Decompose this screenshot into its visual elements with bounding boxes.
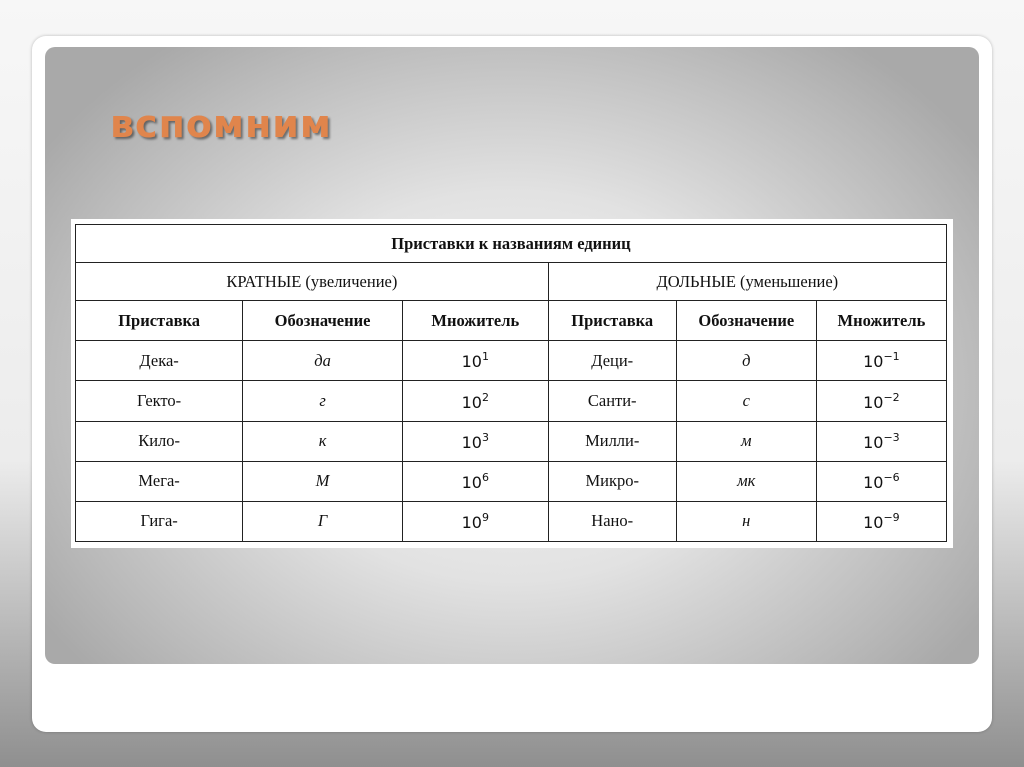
sub-prefix-cell: Милли- (548, 421, 676, 461)
multiplier-base: 10 (461, 432, 482, 452)
table-caption: Приставки к названиям единиц (76, 225, 947, 263)
sub-prefix-cell: Деци- (548, 341, 676, 381)
table-caption-row (76, 225, 947, 263)
sub-symbol-cell: н (676, 501, 816, 541)
multiplier-cell (402, 381, 548, 421)
sub-prefix-cell: Микро- (548, 461, 676, 501)
sub-multiplier-cell (816, 341, 946, 381)
prefix-table (75, 224, 947, 542)
multiplier-exponent: 1 (481, 350, 489, 364)
prefix-cell: Гекто- (76, 381, 243, 421)
prefix-cell: Гига- (76, 501, 243, 541)
multiplier-base: 10 (461, 352, 482, 372)
multiplier-base: 10 (461, 472, 482, 492)
multiplier-base: 10 (863, 352, 884, 372)
column-header-multiplier: Множитель (402, 301, 548, 341)
prefix-cell: Кило- (76, 421, 243, 461)
symbol-cell: М (243, 461, 403, 501)
table-row (76, 501, 947, 541)
prefix-cell: Мега- (76, 461, 243, 501)
sub-prefix-cell: Санти- (548, 381, 676, 421)
multiplier-exponent: 6 (481, 470, 489, 484)
multiplier-cell (402, 461, 548, 501)
multiplier-cell (402, 341, 548, 381)
multiplier-cell (402, 501, 548, 541)
table-row (76, 381, 947, 421)
multiplier-exponent: −2 (883, 390, 900, 404)
multiplier-exponent: 2 (481, 390, 489, 404)
column-header-row (76, 301, 947, 341)
sub-prefix-cell: Нано- (548, 501, 676, 541)
multiplier-base: 10 (863, 432, 884, 452)
sub-multiplier-cell (816, 501, 946, 541)
table-row (76, 461, 947, 501)
prefix-cell: Дека- (76, 341, 243, 381)
sub-multiplier-cell (816, 421, 946, 461)
multiplier-base: 10 (863, 472, 884, 492)
symbol-cell: г (243, 381, 403, 421)
table-group-row (76, 263, 947, 301)
multiples-header: КРАТНЫЕ (увеличение) (76, 263, 549, 301)
table-container (71, 219, 953, 548)
sub-symbol-cell: д (676, 341, 816, 381)
column-header-prefix: Приставка (76, 301, 243, 341)
multiplier-base: 10 (863, 392, 884, 412)
multiplier-cell (402, 421, 548, 461)
submultiples-header: ДОЛЬНЫЕ (уменьшение) (548, 263, 946, 301)
sub-multiplier-cell (816, 381, 946, 421)
multiplier-base: 10 (461, 512, 482, 532)
sub-multiplier-cell (816, 461, 946, 501)
column-header-sub-symbol: Обозначение (676, 301, 816, 341)
multiplier-exponent: −1 (883, 350, 900, 364)
multiplier-exponent: −3 (883, 430, 900, 444)
multiplier-base: 10 (863, 512, 884, 532)
multiplier-exponent: 3 (481, 430, 489, 444)
column-header-sub-prefix: Приставка (548, 301, 676, 341)
symbol-cell: к (243, 421, 403, 461)
multiplier-exponent: 9 (481, 510, 489, 524)
symbol-cell: Г (243, 501, 403, 541)
multiplier-base: 10 (461, 392, 482, 412)
sub-symbol-cell: м (676, 421, 816, 461)
multiplier-exponent: −6 (883, 470, 900, 484)
column-header-sub-multiplier: Множитель (816, 301, 946, 341)
column-header-symbol: Обозначение (243, 301, 403, 341)
table-row (76, 341, 947, 381)
symbol-cell: да (243, 341, 403, 381)
table-row (76, 421, 947, 461)
sub-symbol-cell: мк (676, 461, 816, 501)
slide-title: вспомним (110, 102, 332, 146)
multiplier-exponent: −9 (883, 510, 900, 524)
sub-symbol-cell: с (676, 381, 816, 421)
